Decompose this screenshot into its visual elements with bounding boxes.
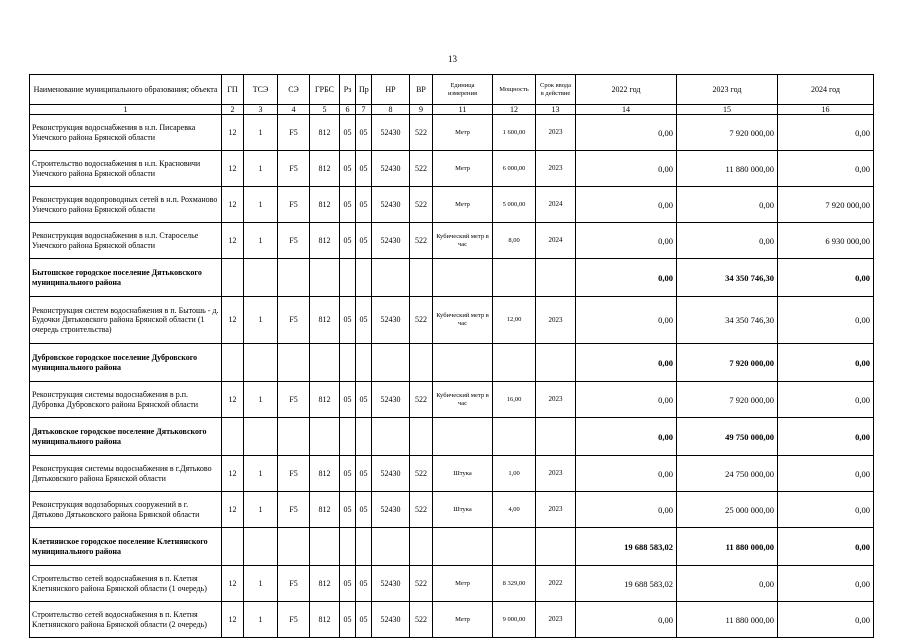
tse-cell: 1 [244, 297, 278, 344]
header-number: 1 [30, 105, 222, 115]
y2024-cell: 6 930 000,00 [778, 223, 874, 259]
name-cell: Реконструкция водоснабжения в н.п. Старосельe Унечского района Брянской области [30, 223, 222, 259]
header-gp: ГП [222, 75, 244, 105]
y2022-cell: 0,00 [576, 602, 677, 638]
se-cell: F5 [278, 566, 310, 602]
nr-cell: 52430 [372, 566, 410, 602]
se-cell: F5 [278, 492, 310, 528]
group-y2022-cell: 19 688 583,02 [576, 528, 677, 566]
header-number: 2 [222, 105, 244, 115]
empty-cell [222, 418, 244, 456]
y2022-cell: 0,00 [576, 187, 677, 223]
y2022-cell: 0,00 [576, 297, 677, 344]
vr-cell: 522 [410, 602, 433, 638]
y2022-cell: 0,00 [576, 115, 677, 151]
table-header [30, 75, 874, 115]
header-number: 5 [310, 105, 340, 115]
empty-cell [222, 528, 244, 566]
rz-cell: 05 [340, 187, 356, 223]
nr-cell: 52430 [372, 297, 410, 344]
header-nr: НР [372, 75, 410, 105]
power-cell: 1 600,00 [493, 115, 536, 151]
nr-cell: 52430 [372, 187, 410, 223]
table-row [30, 151, 874, 187]
empty-cell [340, 344, 356, 382]
empty-cell [372, 259, 410, 297]
y2022-cell: 0,00 [576, 223, 677, 259]
header-rz: Рз [340, 75, 356, 105]
empty-cell [410, 259, 433, 297]
unit-cell: Штука [433, 492, 493, 528]
y2024-cell: 0,00 [778, 492, 874, 528]
term-cell: 2024 [536, 223, 576, 259]
y2023-cell: 7 920 000,00 [677, 115, 778, 151]
empty-cell [433, 344, 493, 382]
group-y2023-cell: 7 920 000,00 [677, 344, 778, 382]
se-cell: F5 [278, 223, 310, 259]
power-cell: 1,00 [493, 456, 536, 492]
empty-cell [244, 528, 278, 566]
empty-cell [244, 344, 278, 382]
header-power: Мощность [493, 75, 536, 105]
y2024-cell: 0,00 [778, 566, 874, 602]
unit-cell: Кубический метр в час [433, 223, 493, 259]
name-cell: Реконструкция системы водоснабжения в р.п. Дубровка Дубровского района Брянской области [30, 382, 222, 418]
header-number: 14 [576, 105, 677, 115]
power-cell: 12,00 [493, 297, 536, 344]
table-body [30, 115, 874, 638]
grbs-cell: 812 [310, 566, 340, 602]
header-number: 4 [278, 105, 310, 115]
empty-cell [310, 344, 340, 382]
grbs-cell: 812 [310, 151, 340, 187]
empty-cell [536, 418, 576, 456]
group-y2023-cell: 49 750 000,00 [677, 418, 778, 456]
empty-cell [433, 259, 493, 297]
y2024-cell: 0,00 [778, 602, 874, 638]
group-name-cell: Дятьковское городское поселение Дятьковского муниципального района [30, 418, 222, 456]
gp-cell: 12 [222, 492, 244, 528]
unit-cell: Метр [433, 602, 493, 638]
vr-cell: 522 [410, 382, 433, 418]
vr-cell: 522 [410, 492, 433, 528]
y2024-cell: 0,00 [778, 115, 874, 151]
header-vr: ВР [410, 75, 433, 105]
rz-cell: 05 [340, 602, 356, 638]
y2023-cell: 24 750 000,00 [677, 456, 778, 492]
header-number: 3 [244, 105, 278, 115]
vr-cell: 522 [410, 187, 433, 223]
empty-cell [372, 344, 410, 382]
header-unit: Единица измерения [433, 75, 493, 105]
power-cell: 9 000,00 [493, 602, 536, 638]
group-row [30, 418, 874, 456]
empty-cell [340, 259, 356, 297]
nr-cell: 52430 [372, 602, 410, 638]
nr-cell: 52430 [372, 456, 410, 492]
empty-cell [536, 344, 576, 382]
tse-cell: 1 [244, 187, 278, 223]
term-cell: 2023 [536, 297, 576, 344]
unit-cell: Метр [433, 187, 493, 223]
name-cell: Реконструкция системы водоснабжения в г.Дятьково Дятьковского района Брянской области [30, 456, 222, 492]
nr-cell: 52430 [372, 492, 410, 528]
group-name-cell: Дубровское городское поселение Дубровского муниципального района [30, 344, 222, 382]
group-y2022-cell: 0,00 [576, 418, 677, 456]
gp-cell: 12 [222, 602, 244, 638]
se-cell: F5 [278, 456, 310, 492]
empty-cell [244, 259, 278, 297]
header-2022: 2022 год [576, 75, 677, 105]
name-cell: Реконструкция водоснабжения в н.п. Писаревка Унечского района Брянской области [30, 115, 222, 151]
header-name: Наименование муниципального образования; объекта [30, 75, 222, 105]
table-row [30, 382, 874, 418]
empty-cell [310, 418, 340, 456]
se-cell: F5 [278, 187, 310, 223]
header-pr: Пр [356, 75, 372, 105]
tse-cell: 1 [244, 151, 278, 187]
rz-cell: 05 [340, 382, 356, 418]
y2023-cell: 0,00 [677, 223, 778, 259]
unit-cell: Метр [433, 566, 493, 602]
header-term: Срок ввода в действие [536, 75, 576, 105]
y2022-cell: 0,00 [576, 382, 677, 418]
name-cell: Реконструкция водопроводных сетей в н.п. Рохманово Унечского района Брянской области [30, 187, 222, 223]
group-y2024-cell: 0,00 [778, 418, 874, 456]
tse-cell: 1 [244, 382, 278, 418]
empty-cell [310, 259, 340, 297]
budget-table [29, 74, 874, 638]
y2024-cell: 0,00 [778, 382, 874, 418]
name-cell: Реконструкция водозаборных сооружений в г. Дятьково Дятьковского района Брянской области [30, 492, 222, 528]
power-cell: 8,00 [493, 223, 536, 259]
grbs-cell: 812 [310, 456, 340, 492]
tse-cell: 1 [244, 456, 278, 492]
header-number: 15 [677, 105, 778, 115]
empty-cell [433, 528, 493, 566]
header-2023: 2023 год [677, 75, 778, 105]
y2023-cell: 11 880 000,00 [677, 151, 778, 187]
empty-cell [278, 259, 310, 297]
empty-cell [278, 344, 310, 382]
empty-cell [493, 528, 536, 566]
empty-cell [536, 259, 576, 297]
name-cell: Реконструкция систем водоснабжения в п. Бытошь - д. Будочки Дятьковского района Брянской области (1 очередь строительства) [30, 297, 222, 344]
table-row [30, 297, 874, 344]
group-row [30, 528, 874, 566]
empty-cell [356, 528, 372, 566]
power-cell: 16,00 [493, 382, 536, 418]
unit-cell: Штука [433, 456, 493, 492]
tse-cell: 1 [244, 223, 278, 259]
gp-cell: 12 [222, 297, 244, 344]
group-y2024-cell: 0,00 [778, 528, 874, 566]
grbs-cell: 812 [310, 115, 340, 151]
y2022-cell: 0,00 [576, 456, 677, 492]
header-numbers-row [30, 105, 874, 115]
nr-cell: 52430 [372, 151, 410, 187]
empty-cell [493, 418, 536, 456]
table-row [30, 602, 874, 638]
se-cell: F5 [278, 297, 310, 344]
empty-cell [244, 418, 278, 456]
power-cell: 5 000,00 [493, 187, 536, 223]
group-y2022-cell: 0,00 [576, 259, 677, 297]
group-y2022-cell: 0,00 [576, 344, 677, 382]
unit-cell: Кубический метр в час [433, 297, 493, 344]
header-number: 13 [536, 105, 576, 115]
empty-cell [536, 528, 576, 566]
pr-cell: 05 [356, 187, 372, 223]
gp-cell: 12 [222, 566, 244, 602]
rz-cell: 05 [340, 151, 356, 187]
header-number: 16 [778, 105, 874, 115]
name-cell: Строительство водоснабжения в н.п. Красновичи Унечского района Брянской области [30, 151, 222, 187]
y2023-cell: 25 000 000,00 [677, 492, 778, 528]
unit-cell: Метр [433, 151, 493, 187]
vr-cell: 522 [410, 566, 433, 602]
pr-cell: 05 [356, 382, 372, 418]
gp-cell: 12 [222, 187, 244, 223]
header-number: 11 [433, 105, 493, 115]
nr-cell: 52430 [372, 382, 410, 418]
pr-cell: 05 [356, 456, 372, 492]
tse-cell: 1 [244, 115, 278, 151]
rz-cell: 05 [340, 492, 356, 528]
y2024-cell: 0,00 [778, 151, 874, 187]
empty-cell [356, 418, 372, 456]
empty-cell [340, 418, 356, 456]
empty-cell [493, 259, 536, 297]
pr-cell: 05 [356, 297, 372, 344]
gp-cell: 12 [222, 456, 244, 492]
y2024-cell: 0,00 [778, 297, 874, 344]
table-row [30, 492, 874, 528]
power-cell: 6 000,00 [493, 151, 536, 187]
table-row [30, 223, 874, 259]
header-number: 6 [340, 105, 356, 115]
group-row [30, 259, 874, 297]
y2023-cell: 11 880 000,00 [677, 602, 778, 638]
header-number: 8 [372, 105, 410, 115]
se-cell: F5 [278, 382, 310, 418]
name-cell: Строительство сетей водоснабжения в п. Клетня Клетнянского района Брянской области (1 очередь) [30, 566, 222, 602]
y2023-cell: 34 350 746,30 [677, 297, 778, 344]
pr-cell: 05 [356, 151, 372, 187]
se-cell: F5 [278, 602, 310, 638]
gp-cell: 12 [222, 115, 244, 151]
page-number: 13 [448, 54, 457, 64]
header-tse: ТСЭ [244, 75, 278, 105]
power-cell: 4,00 [493, 492, 536, 528]
pr-cell: 05 [356, 115, 372, 151]
y2023-cell: 0,00 [677, 566, 778, 602]
group-row [30, 344, 874, 382]
grbs-cell: 812 [310, 382, 340, 418]
y2024-cell: 0,00 [778, 456, 874, 492]
rz-cell: 05 [340, 223, 356, 259]
header-grbs: ГРБС [310, 75, 340, 105]
vr-cell: 522 [410, 115, 433, 151]
pr-cell: 05 [356, 223, 372, 259]
header-2024: 2024 год [778, 75, 874, 105]
y2022-cell: 0,00 [576, 492, 677, 528]
nr-cell: 52430 [372, 115, 410, 151]
header-se: СЭ [278, 75, 310, 105]
table-row [30, 456, 874, 492]
unit-cell: Кубический метр в час [433, 382, 493, 418]
empty-cell [433, 418, 493, 456]
group-y2024-cell: 0,00 [778, 259, 874, 297]
tse-cell: 1 [244, 492, 278, 528]
term-cell: 2023 [536, 456, 576, 492]
grbs-cell: 812 [310, 602, 340, 638]
gp-cell: 12 [222, 223, 244, 259]
empty-cell [493, 344, 536, 382]
empty-cell [340, 528, 356, 566]
group-name-cell: Бытошское городское поселение Дятьковского муниципального района [30, 259, 222, 297]
vr-cell: 522 [410, 151, 433, 187]
grbs-cell: 812 [310, 297, 340, 344]
empty-cell [222, 344, 244, 382]
gp-cell: 12 [222, 151, 244, 187]
table-row [30, 187, 874, 223]
grbs-cell: 812 [310, 187, 340, 223]
y2022-cell: 0,00 [576, 151, 677, 187]
header-number: 9 [410, 105, 433, 115]
rz-cell: 05 [340, 115, 356, 151]
empty-cell [310, 528, 340, 566]
empty-cell [410, 344, 433, 382]
empty-cell [222, 259, 244, 297]
pr-cell: 05 [356, 492, 372, 528]
group-name-cell: Клетнянское городское поселение Клетнянского муниципального района [30, 528, 222, 566]
term-cell: 2023 [536, 151, 576, 187]
term-cell: 2023 [536, 382, 576, 418]
y2023-cell: 0,00 [677, 187, 778, 223]
pr-cell: 05 [356, 566, 372, 602]
table-row [30, 115, 874, 151]
vr-cell: 522 [410, 297, 433, 344]
empty-cell [356, 344, 372, 382]
se-cell: F5 [278, 151, 310, 187]
unit-cell: Метр [433, 115, 493, 151]
rz-cell: 05 [340, 297, 356, 344]
term-cell: 2023 [536, 492, 576, 528]
header-number: 7 [356, 105, 372, 115]
empty-cell [410, 418, 433, 456]
vr-cell: 522 [410, 223, 433, 259]
term-cell: 2023 [536, 602, 576, 638]
empty-cell [356, 259, 372, 297]
empty-cell [372, 528, 410, 566]
y2022-cell: 19 688 583,02 [576, 566, 677, 602]
pr-cell: 05 [356, 602, 372, 638]
empty-cell [278, 528, 310, 566]
name-cell: Строительство сетей водоснабжения в п. Клетня Клетнянского района Брянской области (2 очередь) [30, 602, 222, 638]
grbs-cell: 812 [310, 492, 340, 528]
rz-cell: 05 [340, 456, 356, 492]
group-y2024-cell: 0,00 [778, 344, 874, 382]
grbs-cell: 812 [310, 223, 340, 259]
power-cell: 8 329,00 [493, 566, 536, 602]
table-row [30, 566, 874, 602]
term-cell: 2024 [536, 187, 576, 223]
empty-cell [410, 528, 433, 566]
y2024-cell: 7 920 000,00 [778, 187, 874, 223]
empty-cell [278, 418, 310, 456]
empty-cell [372, 418, 410, 456]
term-cell: 2023 [536, 115, 576, 151]
header-number: 12 [493, 105, 536, 115]
term-cell: 2022 [536, 566, 576, 602]
se-cell: F5 [278, 115, 310, 151]
tse-cell: 1 [244, 602, 278, 638]
vr-cell: 522 [410, 456, 433, 492]
group-y2023-cell: 34 350 746,30 [677, 259, 778, 297]
group-y2023-cell: 11 880 000,00 [677, 528, 778, 566]
y2023-cell: 7 920 000,00 [677, 382, 778, 418]
rz-cell: 05 [340, 566, 356, 602]
gp-cell: 12 [222, 382, 244, 418]
tse-cell: 1 [244, 566, 278, 602]
nr-cell: 52430 [372, 223, 410, 259]
